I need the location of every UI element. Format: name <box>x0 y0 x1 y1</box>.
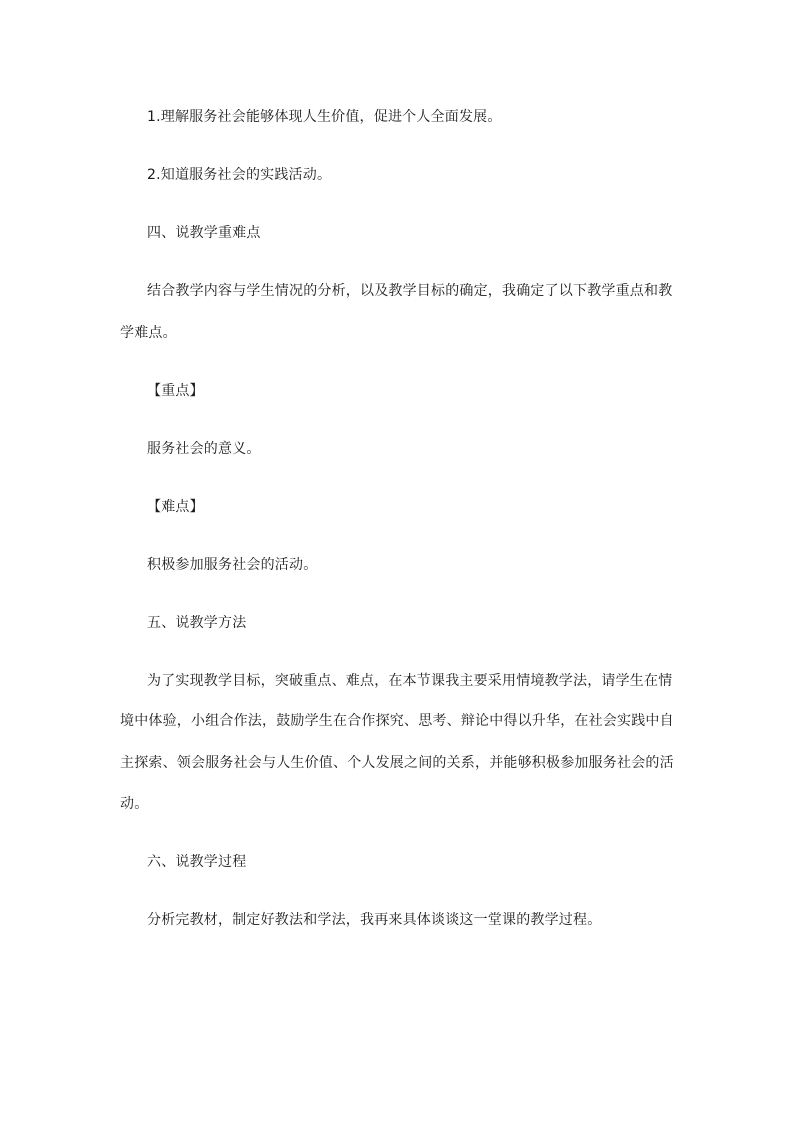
teaching-goal-2: 2.知道服务社会的实践活动。 <box>147 167 332 183</box>
key-point-label: 【重点】 <box>147 383 204 399</box>
methods-paragraph-line-4: 动。 <box>120 796 149 812</box>
difficulty-label: 【难点】 <box>147 499 204 515</box>
process-paragraph-line-1: 分析完教材，制定好教法和学法，我再来具体谈谈这一堂课的教学过程。 <box>147 912 602 928</box>
section-heading-methods: 五、说教学方法 <box>147 615 247 631</box>
teaching-goal-1: 1.理解服务社会能够体现人生价值，促进个人全面发展。 <box>147 109 502 125</box>
difficulties-paragraph-line-2: 学难点。 <box>120 325 177 341</box>
methods-paragraph-line-2: 境中体验，小组合作法，鼓励学生在合作探究、思考、辩论中得以升华，在社会实践中自 <box>120 713 674 729</box>
section-heading-process: 六、说教学过程 <box>147 854 247 870</box>
difficulties-paragraph-line-1: 结合教学内容与学生情况的分析，以及教学目标的确定，我确定了以下教学重点和教 <box>147 283 673 299</box>
difficulty-text: 积极参加服务社会的活动。 <box>147 557 318 573</box>
methods-paragraph-line-3: 主探索、领会服务社会与人生价值、个人发展之间的关系，并能够积极参加服务社会的活 <box>120 755 674 771</box>
methods-paragraph-line-1: 为了实现教学目标，突破重点、难点，在本节课我主要采用情境教学法，请学生在情 <box>147 673 673 689</box>
key-point-text: 服务社会的意义。 <box>147 441 261 457</box>
section-heading-difficulties: 四、说教学重难点 <box>147 225 261 241</box>
